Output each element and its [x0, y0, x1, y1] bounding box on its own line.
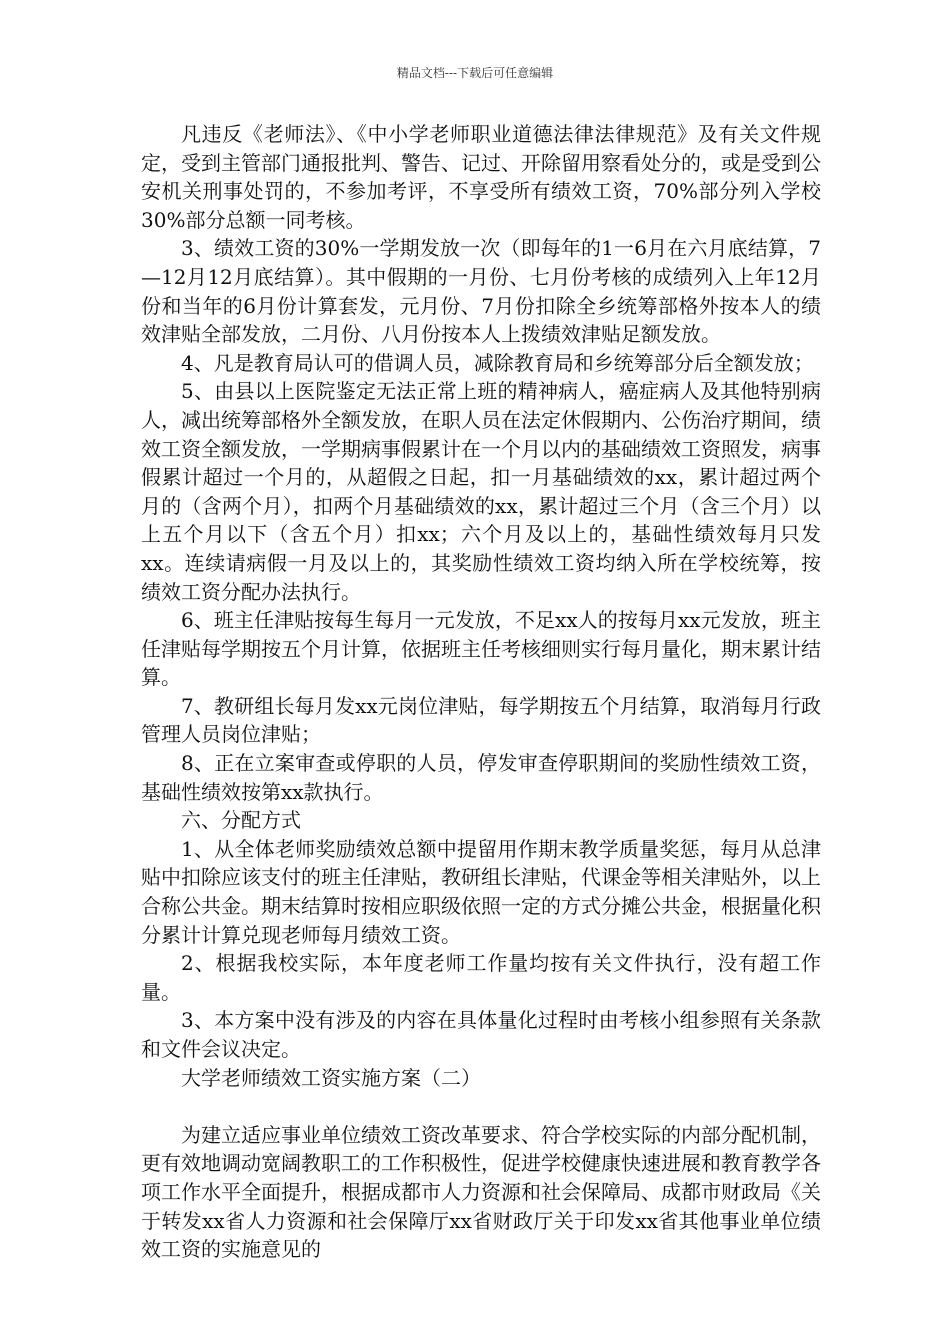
document-body: [141, 120, 821, 1264]
paragraph-distribution-3: 3、本方案中没有涉及的内容在具体量化过程时由考核小组参照有关条款和文件会议决定。: [141, 1008, 821, 1061]
paragraph-distribution-2: 2、根据我校实际，本年度老师工作量均按有关文件执行，没有超工作量。: [141, 951, 821, 1004]
paragraph-item-7: 7、教研组长每月发xx元岗位津贴，每学期按五个月结算，取消每月行政管理人员岗位津贴；: [141, 693, 821, 747]
paragraph-intro-part-two: 为建立适应事业单位绩效工资改革要求、符合学校实际的内部分配机制，更有效地调动宽阔教职工的工作积极性，促进学校健康快速进展和教育教学各项工作水平全面提升，根据成都市人力资源和社会保障局、成都市财政局《关于转发xx省人力资源和社会保障厅xx省财政厅关于印发xx省其他事业单位绩效工资的实施意见的: [141, 1122, 821, 1262]
section-heading-distribution: 六、分配方式: [181, 808, 301, 833]
paragraph-item-6: 6、班主任津贴按每生每月一元发放，不足xx人的按每月xx元发放，班主任津贴每学期按五个月计算，依据班主任考核细则实行每月量化，期末累计结算。: [141, 608, 821, 690]
paragraph-item-3: 3、绩效工资的30%一学期发放一次（即每年的1一6月在六月底结算，7—12月12月底结算）。其中假期的一月份、七月份考核的成绩列入上年12月份和当年的6月份计算套发，元月份、7月份扣除全乡统筹部格外按本人的绩效津贴全部发放，二月份、八月份按本人上拨绩效津贴足额发放。: [141, 236, 821, 347]
paragraph-item-5: 5、由县以上医院鉴定无法正常上班的精神病人，癌症病人及其他特别病人，减出统筹部格外全额发放，在职人员在法定休假期内、公伤治疗期间，绩效工资全额发放，一学期病事假累计在一个月以内的基础绩效工资照发，病事假累计超过一个月的，从超假之日起，扣一月基础绩效的xx，累计超过两个月的（含两个月），扣两个月基础绩效的xx，累计超过三个月（含三个月）以上五个月以下（含五个月）扣xx；六个月及以上的，基础性绩效每月只发xx。连续请病假一月及以上的，其奖励性绩效工资均纳入所在学校统筹，按绩效工资分配办法执行。: [141, 379, 821, 604]
page-header: 精品文档---下载后可任意编辑: [396, 66, 554, 80]
paragraph-violation-rules: 凡违反《老师法》、《中小学老师职业道德法律法律规范》及有关文件规定，受到主管部门通报批判、警告、记过、开除留用察看处分的，或是受到公安机关刑事处罚的，不参加考评，不享受所有绩效工资，70%部分列入学校30%部分总额一同考核。: [141, 122, 821, 232]
paragraph-item-8: 8、正在立案审查或停职的人员，停发审查停职期间的奖励性绩效工资，基础性绩效按第xx款执行。: [141, 751, 821, 804]
paragraph-distribution-1: 1、从全体老师奖励绩效总额中提留用作期末教学质量奖惩，每月从总津贴中扣除应该支付的班主任津贴，教研组长津贴，代课金等相关津贴外，以上合称公共金。期末结算时按相应职级依照一定的方式分摊公共金，根据量化积分累计计算兑现老师每月绩效工资。: [141, 836, 821, 947]
blank-line: [141, 1092, 821, 1121]
paragraph-item-4: 4、凡是教育局认可的借调人员，减除教育局和乡统筹部分后全额发放；: [181, 350, 814, 375]
document-title-part-two: 大学老师绩效工资实施方案（二）: [181, 1065, 481, 1090]
